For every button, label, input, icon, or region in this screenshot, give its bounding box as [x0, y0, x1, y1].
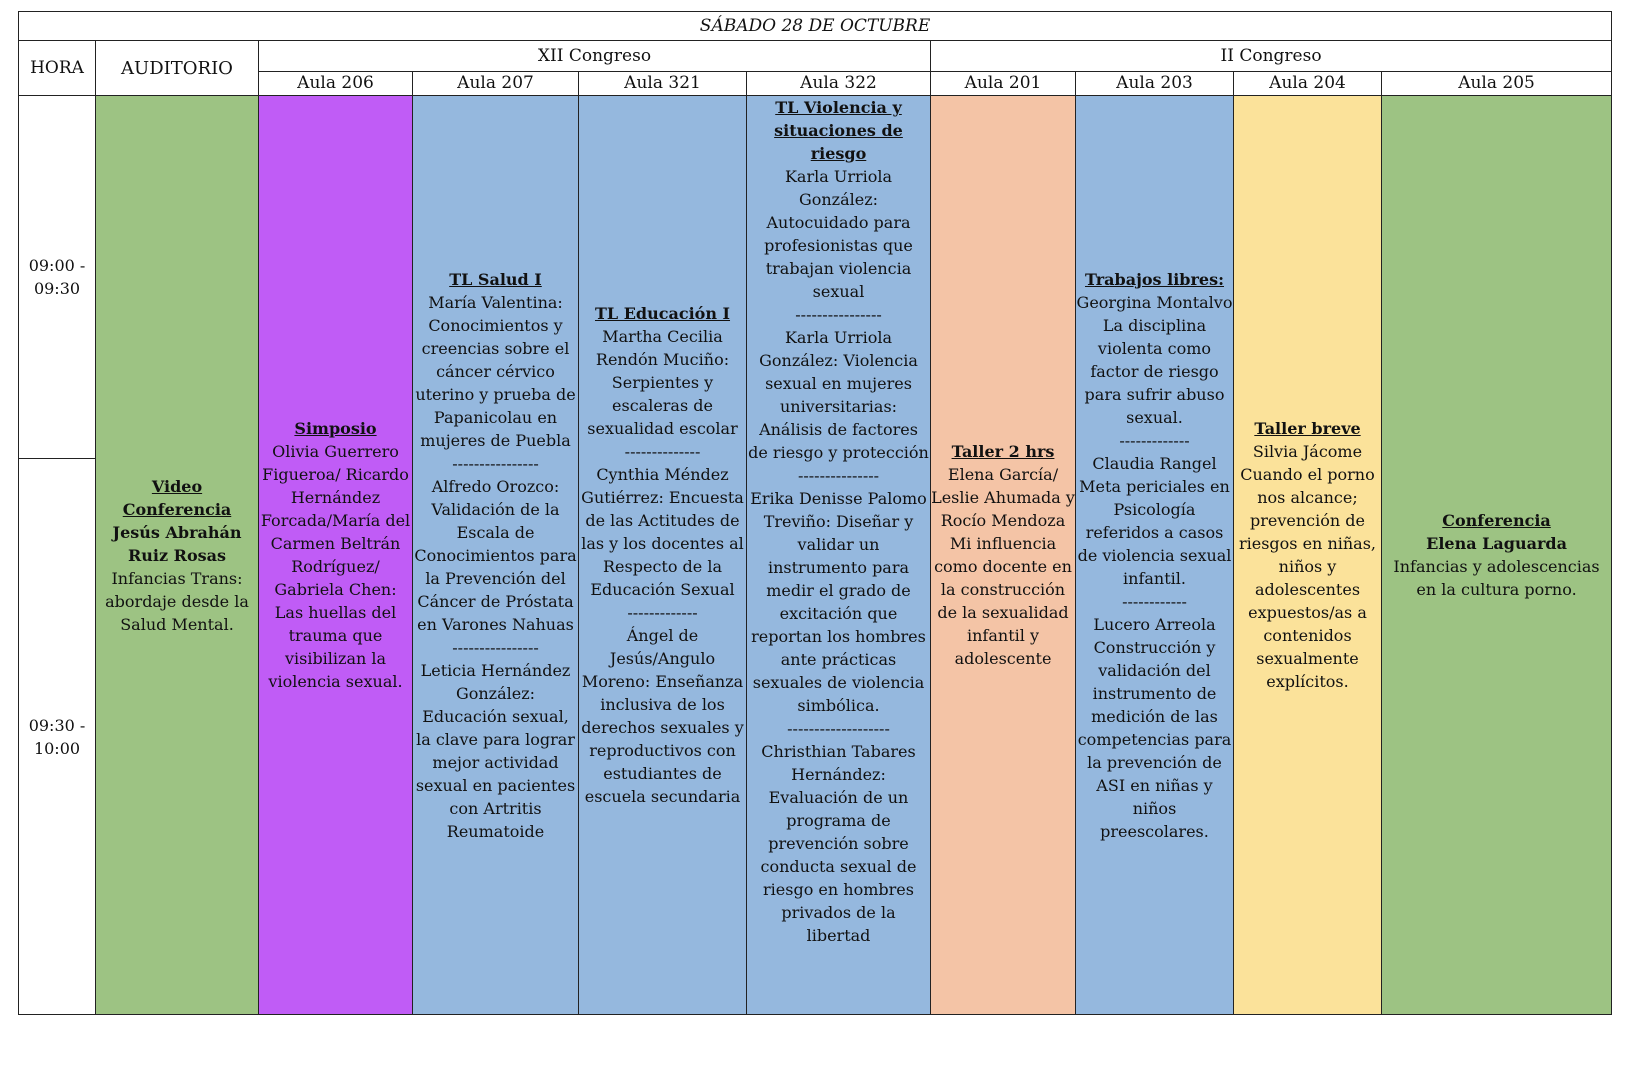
- session-title: Trabajos libres:: [1085, 269, 1224, 289]
- separator: -------------------: [787, 719, 890, 738]
- session-title: Conferencia: [1442, 511, 1551, 530]
- session-text: Silvia Jácome Cuando el porno nos alcance; prevención de riesgos en niñas, niños y adolescentes expuestos/as a contenidos sexualmente explícitos.: [1238, 442, 1377, 691]
- session-item: Christhian Tabares Hernández: Evaluación de un programa de prevención sobre conducta sexual de riesgo en hombres privados de la libertad: [760, 742, 917, 945]
- session-title: TL Educación I: [594, 304, 731, 323]
- session-aula204: [1234, 96, 1382, 1015]
- session-aula203: [1076, 96, 1234, 1015]
- session-auditorio: [96, 96, 259, 1015]
- separator: -------------: [1119, 430, 1190, 450]
- session-item: Claudia Rangel Meta periciales en Psicología referidos a casos de violencia sexual infantil.: [1077, 453, 1232, 588]
- session-item: Karla Urriola González: Autocuidado para profesionistas que trabajan violencia sexual: [764, 167, 913, 301]
- aula-header: Aula 203: [1076, 72, 1234, 96]
- session-item: Erika Denisse Palomo Treviño: Diseñar y validar un instrumento para medir el grado de excitación que reportan los hombres ante prácticas sexuales de violencia simbólica.: [750, 489, 927, 715]
- aula-header: Aula 204: [1234, 72, 1382, 96]
- session-aula206: [259, 96, 413, 1015]
- schedule-sheet: [18, 11, 1611, 1015]
- session-item: Karla Urriola González: Violencia sexual en mujeres universitarias: Análisis de factores de riesgo y protección: [748, 328, 929, 462]
- hora-header: HORA: [19, 41, 96, 96]
- session-text: Elena García/ Leslie Ahumada y Rocío Mendoza Mi influencia como docente en la construcción de la sexualidad infantil y adolescente: [931, 465, 1075, 668]
- session-presenter: Jesús Abrahán Ruiz Rosas: [112, 522, 242, 565]
- session-title: Taller breve: [1254, 419, 1361, 438]
- session-aula321: [579, 96, 747, 1015]
- separator: ----------------: [795, 305, 882, 324]
- congreso-xii-header: XII Congreso: [259, 41, 931, 72]
- day-title: SÁBADO 28 DE OCTUBRE: [19, 12, 1612, 41]
- auditorio-header: AUDITORIO: [96, 41, 259, 96]
- session-item: Ángel de Jesús/Angulo Moreno: Enseñanza inclusiva de los derechos sexuales y reproductivos con estudiantes de escuela secundaria: [581, 626, 744, 806]
- session-item: Leticia Hernández González: Educación sexual, la clave para lograr mejor actividad sexual en pacientes con Artritis Reumatoide: [415, 660, 576, 841]
- separator: ----------------: [452, 453, 539, 473]
- session-item: Georgina Montalvo La disciplina violenta como factor de riesgo para sufrir abuso sexual.: [1076, 292, 1233, 427]
- session-item: Martha Cecilia Rendón Muciño: Serpientes y escaleras de sexualidad escolar: [587, 327, 738, 438]
- session-title: TL Violencia y situaciones de riesgo: [774, 98, 903, 163]
- aula-header: Aula 321: [579, 72, 747, 96]
- separator: ------------: [1122, 591, 1187, 611]
- session-text: Infancias y adolescencias en la cultura porno.: [1393, 557, 1600, 599]
- session-item: Alfredo Orozco: Validación de la Escala de Conocimientos para la Prevención del Cáncer de Próstata en Varones Nahuas: [414, 476, 577, 634]
- aula-header: Aula 201: [931, 72, 1076, 96]
- session-item: María Valentina: Conocimientos y creencias sobre el cáncer cérvico uterino y prueba de Papanicolau en mujeres de Puebla: [415, 292, 576, 450]
- session-aula207: [413, 96, 579, 1015]
- session-text: Infancias Trans: abordaje desde la Salud Mental.: [105, 568, 249, 634]
- aula-header: Aula 205: [1382, 72, 1612, 96]
- aula-header: Aula 207: [413, 72, 579, 96]
- time-slot: 09:00 - 09:30: [19, 96, 96, 459]
- separator: --------------: [624, 442, 701, 461]
- session-presenter: Elena Laguarda: [1426, 534, 1567, 553]
- session-aula322: [747, 96, 931, 1015]
- session-aula205: [1382, 96, 1612, 1015]
- separator: ----------------: [452, 637, 539, 657]
- session-item: Lucero Arreola Construcción y validación del instrumento de medición de las competencias para la prevención de ASI en niñas y niños preescolares.: [1077, 614, 1232, 841]
- schedule-table: [18, 11, 1612, 1015]
- session-aula201: [931, 96, 1076, 1015]
- session-text: Olivia Guerrero Figueroa/ Ricardo Hernández Forcada/María del Carmen Beltrán Rodríguez/ Gabriela Chen: Las huellas del trauma que visibilizan la violencia sexual.: [260, 442, 411, 691]
- session-item: Cynthia Méndez Gutiérrez: Encuesta de las Actitudes de las y los docentes al Respecto de la Educación Sexual: [581, 465, 744, 599]
- time-slot: 09:30 - 10:00: [19, 459, 96, 1015]
- session-title: Taller 2 hrs: [951, 442, 1055, 461]
- session-title: Simposio: [294, 419, 377, 438]
- aula-header: Aula 322: [747, 72, 931, 96]
- separator: -------------: [627, 603, 698, 622]
- aula-header: Aula 206: [259, 72, 413, 96]
- session-title: TL Salud I: [449, 269, 542, 289]
- session-title: Video Conferencia: [122, 476, 232, 519]
- separator: ---------------: [797, 466, 880, 485]
- congreso-ii-header: II Congreso: [931, 41, 1612, 72]
